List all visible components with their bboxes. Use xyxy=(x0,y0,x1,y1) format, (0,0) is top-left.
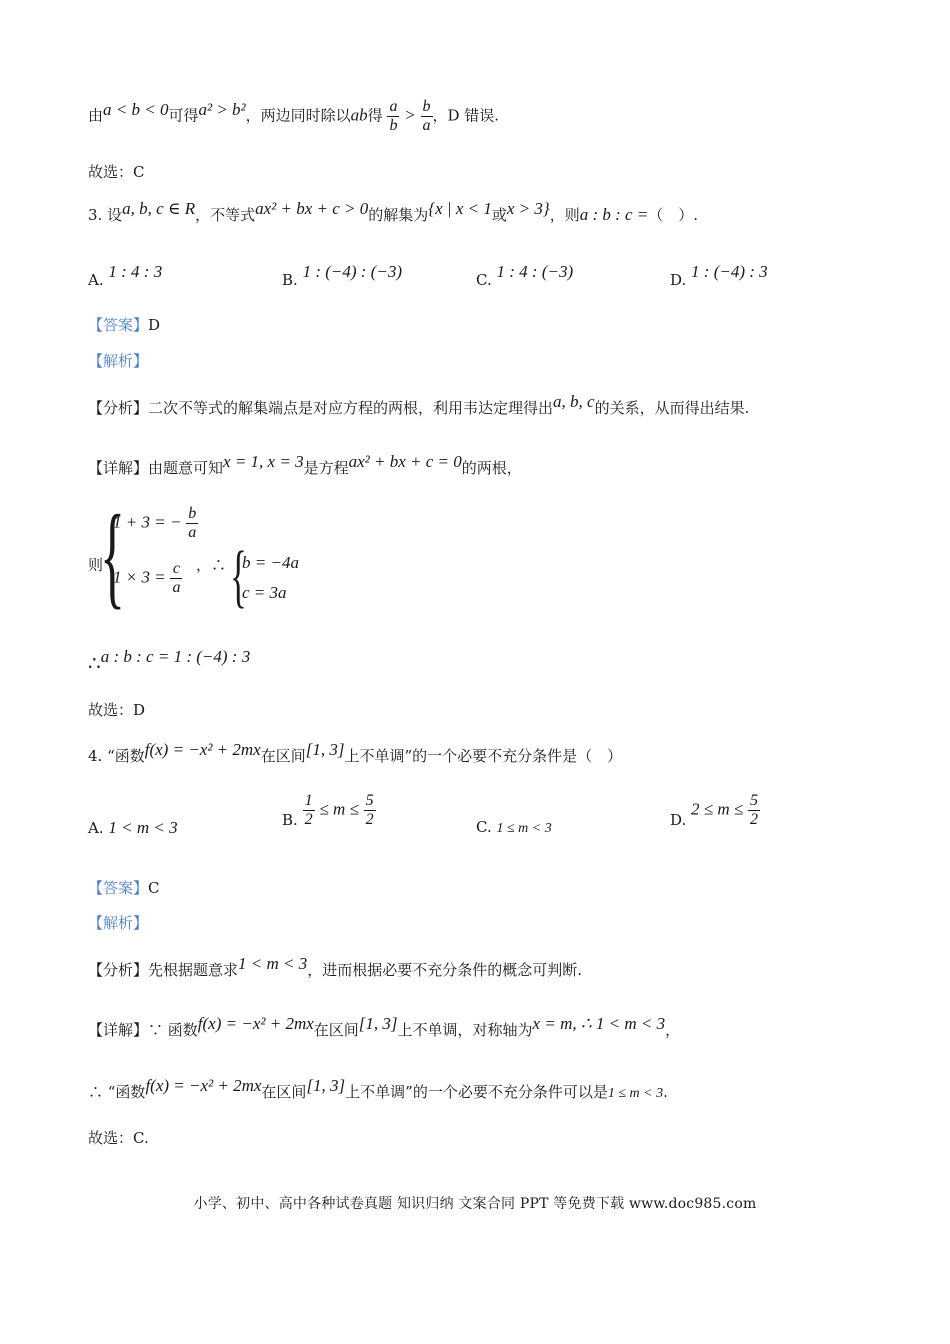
option-b: B. 1 : (−4) : (−3) xyxy=(282,262,402,289)
fraction: $\frac{5}{2}$ xyxy=(365,792,374,828)
analysis-heading: 【解析】 xyxy=(88,914,149,932)
math-expr: a, b, c xyxy=(553,392,595,411)
option-c: C. 1 ≤ m < 3 xyxy=(476,818,552,836)
answer-line: 【答案】D xyxy=(88,316,161,334)
fraction: $\frac{a}{b}$ xyxy=(389,98,398,134)
math-expr: x > 3} xyxy=(506,199,550,218)
choose-line: 故选：D xyxy=(88,701,146,719)
math-expr: a : b : c = xyxy=(579,205,649,224)
system-row-1: 1 + 3 = − $\frac{b}{a}$ xyxy=(113,505,197,541)
math-expr: 1 < m < 3 xyxy=(238,954,308,973)
text: 得 xyxy=(367,106,383,125)
text: ，D 错误. xyxy=(432,106,500,125)
math-expr: > xyxy=(404,105,416,125)
math-expr: f(x) = −x² + 2mx xyxy=(197,1014,314,1033)
choose-line: 故选：C xyxy=(88,163,145,181)
math-expr: x = 1, x = 3 xyxy=(223,452,304,471)
conclusion-line: ∴ “函数f(x) = −x² + 2mx在区间[1, 3]上不单调”的一个必要不充分条件可以是1 ≤ m < 3. xyxy=(88,1076,668,1101)
question-3: 3. 设a, b, c ∈ R，不等式ax² + bx + c > 0的解集为{x | x < 1或x > 3}，则a : b : c =（ ）. xyxy=(88,199,699,224)
fraction: $\frac{c}{a}$ xyxy=(172,560,181,596)
ze-label: 则 xyxy=(88,556,104,574)
therefore-line: ∴a : b : c = 1 : (−4) : 3 xyxy=(88,647,251,675)
fraction: $\frac{b}{a}$ xyxy=(422,98,431,134)
text: 由 xyxy=(88,106,104,125)
fraction: $\frac{b}{a}$ xyxy=(188,505,197,541)
fenxi-line: 【分析】二次不等式的解集端点是对应方程的两根，利用韦达定理得出a, b, c的关系，从而得出结果. xyxy=(88,392,750,417)
option-a: A. 1 < m < 3 xyxy=(88,818,178,837)
math-expr: a, b, c ∈ R xyxy=(122,199,196,218)
answer-line: 【答案】C xyxy=(88,879,160,897)
math-expr: [1, 3] xyxy=(358,1014,398,1033)
text: ，两边同时除以 xyxy=(245,106,351,125)
math-expr: x = m, ∴ 1 < m < 3 xyxy=(532,1014,666,1033)
therefore-label: ，∴ xyxy=(196,556,227,574)
question-4: 4. “函数f(x) = −x² + 2mx在区间[1, 3]上不单调”的一个必要不充分条件是（ ） xyxy=(88,740,623,765)
xiangjie-line: 【详解】∵ 函数f(x) = −x² + 2mx在区间[1, 3]上不单调，对称轴为x = m, ∴ 1 < m < 3， xyxy=(88,1014,681,1039)
fraction: $\frac{1}{2}$ xyxy=(304,792,313,828)
math-expr: [1, 3] xyxy=(305,740,345,759)
math-expr: ab xyxy=(350,105,368,125)
math-expr: {x | x < 1 xyxy=(428,199,492,218)
math-expr: ax² + bx + c = 0 xyxy=(348,452,462,471)
fraction: $\frac{5}{2}$ xyxy=(750,792,759,828)
choose-line: 故选：C. xyxy=(88,1129,149,1147)
system2-row-2: c = 3a xyxy=(242,583,287,602)
fenxi-line: 【分析】先根据题意求1 < m < 3，进而根据必要不充分条件的概念可判断. xyxy=(88,954,583,979)
option-d: D. 1 : (−4) : 3 xyxy=(670,262,768,289)
text: 可得 xyxy=(168,106,199,125)
math-expr: a < b < 0 xyxy=(103,99,169,119)
math-expr: f(x) = −x² + 2mx xyxy=(145,1076,262,1095)
solution-line-d-option xyxy=(88,98,499,135)
math-expr: 1 ≤ m < 3 xyxy=(607,1086,664,1101)
option-d: D. 2 ≤ m ≤ $\frac{5}{2}$ xyxy=(670,792,759,829)
left-brace-2: { xyxy=(230,538,247,615)
math-expr: [1, 3] xyxy=(306,1076,346,1095)
math-expr: f(x) = −x² + 2mx xyxy=(144,740,261,759)
math-expr: ax² + bx + c > 0 xyxy=(255,199,369,218)
math-expr: a² > b² xyxy=(198,99,246,119)
left-brace: { xyxy=(100,492,126,620)
system2-row-1: b = −4a xyxy=(242,553,299,572)
analysis-heading: 【解析】 xyxy=(88,352,149,370)
xiangjie-line: 【详解】由题意可知x = 1, x = 3是方程ax² + bx + c = 0的两根， xyxy=(88,452,522,477)
page-footer: 小学、初中、高中各种试卷真题 知识归纳 文案合同 PPT 等免费下载 www.doc985.com xyxy=(193,1196,757,1212)
system-row-2: 1 × 3 = $\frac{c}{a}$ xyxy=(113,560,181,596)
option-b: B. $\frac{1}{2}$ ≤ m ≤ $\frac{5}{2}$ xyxy=(282,792,374,829)
option-c: C. 1 : 4 : (−3) xyxy=(476,262,574,289)
option-a: A. 1 : 4 : 3 xyxy=(88,262,163,289)
